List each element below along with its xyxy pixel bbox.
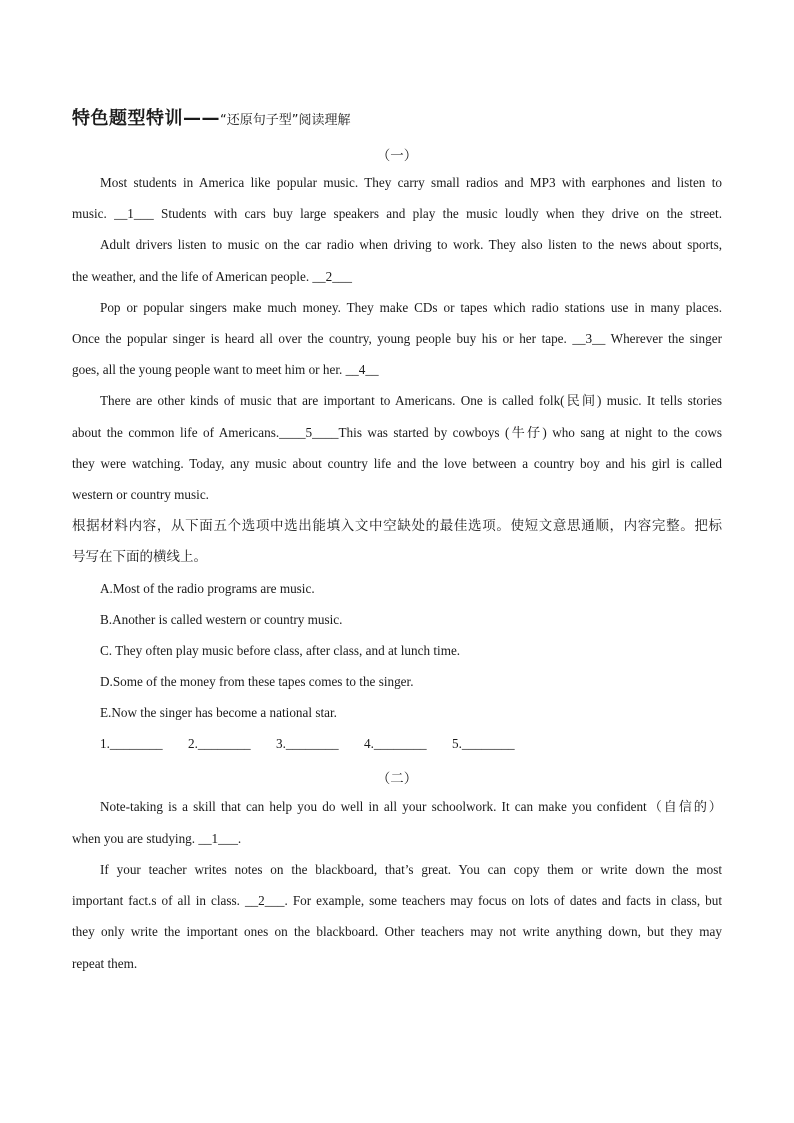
paragraph-4-line-4: western or country music. [72, 487, 209, 502]
paragraph-3-line-1: Pop or popular singers make much money. They make CDs or tapes which radio stations use in many places. [100, 300, 722, 315]
section-heading-2: （二） [376, 771, 418, 786]
answer-blank-5[interactable]: 5.________ [452, 736, 515, 751]
answer-blank-4[interactable]: 4.________ [364, 736, 427, 751]
part2-paragraph-2-line-4: repeat them. [72, 956, 138, 971]
title-main: 特色题型特训—— [72, 108, 220, 129]
section-heading-1: （一） [376, 148, 418, 163]
paragraph-2-line-2: the weather, and the life of American people. __2___ [72, 269, 352, 284]
answer-blank-1[interactable]: 1.________ [100, 736, 163, 751]
document-title [72, 104, 350, 130]
option-e: E.Now the singer has become a national star. [100, 705, 337, 720]
title-subtitle: “还原句子型”阅读理解 [220, 113, 351, 128]
part2-paragraph-1-line-2: when you are studying. __1___. [72, 831, 242, 846]
part2-paragraph-2-line-1: If your teacher writes notes on the blackboard, that’s great. You can copy them or write down the most [100, 862, 722, 877]
part2-paragraph-1-line-1: Note-taking is a skill that can help you do well in all your schoolwork. It can make you confident（自信的） [100, 799, 722, 814]
part2-paragraph-2-line-3: they only write the important ones on the blackboard. Other teachers may not write anything down, but they may [72, 924, 722, 939]
paragraph-4-line-3: they were watching. Today, any music about country life and the love between a country boy and his girl is called [72, 456, 722, 471]
paragraph-4-line-1: There are other kinds of music that are important to Americans. One is called folk(民间) music. It tells stories [100, 393, 722, 408]
paragraph-1-line-1: Most students in America like popular music. They carry small radios and MP3 with earphones and listen to [100, 175, 722, 190]
part2-paragraph-2-line-2: important fact.s of all in class. __2___. For example, some teachers may focus on lots of dates and facts in class, but [72, 893, 722, 908]
option-c: C. They often play music before class, after class, and at lunch time. [100, 643, 461, 658]
option-d: D.Some of the money from these tapes comes to the singer. [100, 674, 414, 689]
instruction-line-2: 号写在下面的横线上。 [72, 549, 207, 565]
paragraph-4-line-2: about the common life of Americans.____5____This was started by cowboys (牛仔) who sang at night to the cows [72, 425, 722, 440]
paragraph-3-line-2: Once the popular singer is heard all over the country, young people buy his or her tape. __3__ Wherever the singer [72, 331, 722, 346]
option-b: B.Another is called western or country music. [100, 612, 343, 627]
answer-blanks [100, 736, 540, 752]
answer-blank-3[interactable]: 3.________ [276, 736, 339, 751]
paragraph-2-line-1: Adult drivers listen to music on the car radio when driving to work. They also listen to the news about sports, [100, 237, 722, 252]
option-a: A.Most of the radio programs are music. [100, 581, 315, 596]
instruction-line-1: 根据材料内容，从下面五个选项中选出能填入文中空缺处的最佳选项。使短文意思通顺，内容完整。把标 [72, 518, 722, 534]
paragraph-3-line-3: goes, all the young people want to meet him or her. __4__ [72, 362, 379, 377]
answer-blank-2[interactable]: 2.________ [188, 736, 251, 751]
paragraph-1-line-2: music. __1___ Students with cars buy large speakers and play the music loudly when they drive on the street. [72, 206, 722, 221]
